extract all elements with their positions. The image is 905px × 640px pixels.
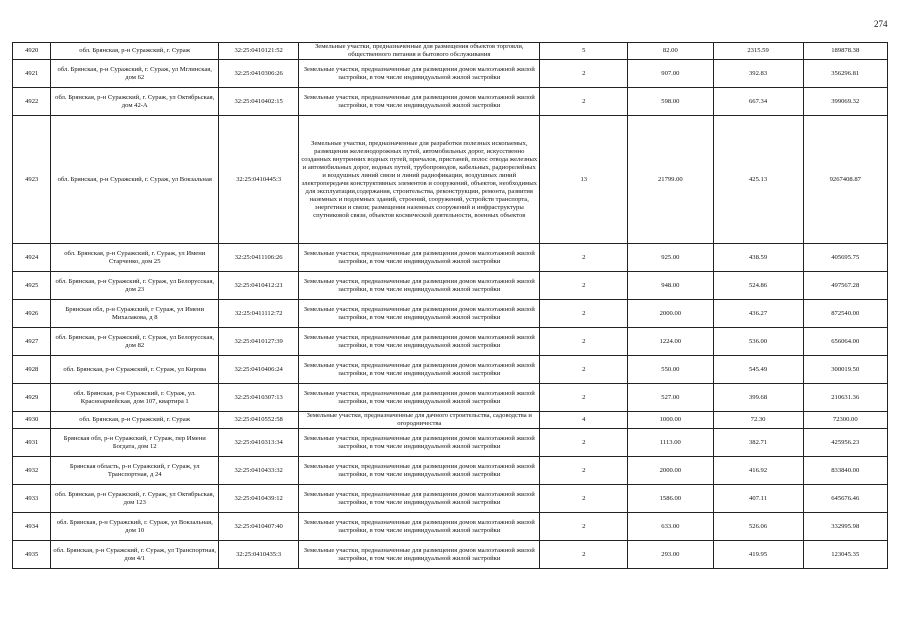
row-number: 4924	[13, 244, 51, 272]
cadastral-number-cell: 32:25:0410121:52	[219, 43, 299, 60]
cadastral-value-cell: 332995.98	[803, 513, 887, 541]
area-cell: 1586.00	[628, 485, 714, 513]
table-row	[13, 412, 888, 429]
cadastral-value-table	[12, 42, 888, 569]
cadastral-value-cell: 356296.81	[803, 60, 887, 88]
address-cell: обл. Брянская, р-н Суражский, г. Сураж	[51, 43, 219, 60]
table-row	[13, 88, 888, 116]
cadastral-number-cell: 32:25:0410433:32	[219, 457, 299, 485]
table-row	[13, 429, 888, 457]
specific-value-cell: 526.06	[713, 513, 803, 541]
cadastral-value-cell: 72300.00	[803, 412, 887, 429]
cadastral-number-cell: 32:25:0411106:26	[219, 244, 299, 272]
use-category-cell: 2	[540, 60, 628, 88]
address-cell: обл. Брянская, р-н Суражский, г. Сураж	[51, 412, 219, 429]
cadastral-value-cell: 497567.28	[803, 272, 887, 300]
use-category-cell: 4	[540, 412, 628, 429]
address-cell: обл. Брянская, р-н Суражский, г. Сураж, ул Имени Старченко, дом 25	[51, 244, 219, 272]
cadastral-value-cell: 123045.35	[803, 541, 887, 569]
specific-value-cell: 416.92	[713, 457, 803, 485]
address-cell: обл. Брянская, р-н Суражский, г. Сураж, ул Кирова	[51, 356, 219, 384]
permitted-use-cell: Земельные участки, предназначенные для размещения домов малоэтажной жилой застройки, в том числе индивидуальной жилой застройки	[299, 60, 540, 88]
row-number: 4928	[13, 356, 51, 384]
table-row	[13, 300, 888, 328]
cadastral-number-cell: 32:25:0410439:12	[219, 485, 299, 513]
use-category-cell: 2	[540, 356, 628, 384]
row-number: 4922	[13, 88, 51, 116]
table-row	[13, 272, 888, 300]
specific-value-cell: 392.83	[713, 60, 803, 88]
specific-value-cell: 438.59	[713, 244, 803, 272]
cadastral-number-cell: 32:25:0410307:13	[219, 384, 299, 412]
address-cell: обл. Брянская, р-н Суражский, г. Сураж, ул Транспортная, дом 4/1	[51, 541, 219, 569]
cadastral-number-cell: 32:25:0410127:39	[219, 328, 299, 356]
row-number: 4925	[13, 272, 51, 300]
specific-value-cell: 407.11	[713, 485, 803, 513]
table-row	[13, 116, 888, 244]
permitted-use-cell: Земельные участки, предназначенные для размещения домов малоэтажной жилой застройки, в том числе индивидуальной жилой застройки	[299, 300, 540, 328]
cadastral-value-cell: 645676.46	[803, 485, 887, 513]
area-cell: 527.00	[628, 384, 714, 412]
permitted-use-cell: Земельные участки, предназначенные для размещения домов малоэтажной жилой застройки, в том числе индивидуальной жилой застройки	[299, 244, 540, 272]
cadastral-number-cell: 32:25:0410552:58	[219, 412, 299, 429]
table-row	[13, 485, 888, 513]
address-cell: обл. Брянская, р-н Суражский, г. Сураж, ул Белорусская, дом 23	[51, 272, 219, 300]
table-row	[13, 244, 888, 272]
row-number: 4923	[13, 116, 51, 244]
cadastral-number-cell: 32:25:0410407:40	[219, 513, 299, 541]
permitted-use-cell: Земельные участки, предназначенные для размещения домов малоэтажной жилой застройки, в том числе индивидуальной жилой застройки	[299, 272, 540, 300]
use-category-cell: 2	[540, 300, 628, 328]
cadastral-number-cell: 32:25:0410406:24	[219, 356, 299, 384]
specific-value-cell: 419.95	[713, 541, 803, 569]
specific-value-cell: 425.13	[713, 116, 803, 244]
use-category-cell: 2	[540, 513, 628, 541]
address-cell: обл. Брянская, р-н Суражский, г. Сураж, ул Октябрьская, дом 123	[51, 485, 219, 513]
table-row	[13, 384, 888, 412]
use-category-cell: 5	[540, 43, 628, 60]
area-cell: 1224.00	[628, 328, 714, 356]
area-cell: 82.00	[628, 43, 714, 60]
specific-value-cell: 667.34	[713, 88, 803, 116]
address-cell: Брянская область, р-н Суражский, г Сураж, ул Транспортная, д 24	[51, 457, 219, 485]
use-category-cell: 2	[540, 328, 628, 356]
area-cell: 21799.00	[628, 116, 714, 244]
table-row	[13, 457, 888, 485]
area-cell: 925.00	[628, 244, 714, 272]
specific-value-cell: 382.71	[713, 429, 803, 457]
row-number: 4935	[13, 541, 51, 569]
area-cell: 907.00	[628, 60, 714, 88]
use-category-cell: 2	[540, 429, 628, 457]
permitted-use-cell: Земельные участки, предназначенные для размещения домов малоэтажной жилой застройки, в том числе индивидуальной жилой застройки	[299, 485, 540, 513]
row-number: 4930	[13, 412, 51, 429]
row-number: 4921	[13, 60, 51, 88]
use-category-cell: 2	[540, 457, 628, 485]
cadastral-number-cell: 32:25:0410445:3	[219, 116, 299, 244]
row-number: 4931	[13, 429, 51, 457]
area-cell: 598.00	[628, 88, 714, 116]
address-cell: Брянская обл, р-н Суражский, г Сураж, пер Имени Богдата, дом 12	[51, 429, 219, 457]
use-category-cell: 2	[540, 244, 628, 272]
permitted-use-cell: Земельные участки, предназначенные для размещения домов малоэтажной жилой застройки, в том числе индивидуальной жилой застройки	[299, 541, 540, 569]
permitted-use-cell: Земельные участки, предназначенные для разработки полезных ископаемых, размещения железнодорожных путей, автомобильных дорог, искусственно созданных внутренних водных путей, причалов, пристаней, полос отвода железных и автомобильных дорог, водных путей, трубопроводов, кабельных, радиорелейных и воздушных линий связи и линий радиофикации, воздушных линий электропередачи конструктивных элементов и сооружений, объектов, необходимых для эксплуатации,содержания, строительства, реконструкции, ремонта, развития наземных и подземных зданий, строений, сооружений, устройств транспорта, энергетики и связи; размещения наземных сооружений и инфраструктуры спутниковой связи, объектов космической деятельности, военных объектов	[299, 116, 540, 244]
permitted-use-cell: Земельные участки, предназначенные для дачного строительства, садоводства и огородничества	[299, 412, 540, 429]
address-cell: обл. Брянская, р-н Суражский, г. Сураж, ул Белорусская, дом 82	[51, 328, 219, 356]
specific-value-cell: 2315.59	[713, 43, 803, 60]
permitted-use-cell: Земельные участки, предназначенные для размещения домов малоэтажной жилой застройки, в том числе индивидуальной жилой застройки	[299, 88, 540, 116]
area-cell: 2000.00	[628, 300, 714, 328]
table-row	[13, 60, 888, 88]
table-row	[13, 356, 888, 384]
specific-value-cell: 524.86	[713, 272, 803, 300]
cadastral-number-cell: 32:25:0410306:26	[219, 60, 299, 88]
cadastral-value-cell: 300019.50	[803, 356, 887, 384]
area-cell: 293.00	[628, 541, 714, 569]
permitted-use-cell: Земельные участки, предназначенные для размещения домов малоэтажной жилой застройки, в том числе индивидуальной жилой застройки	[299, 384, 540, 412]
specific-value-cell: 545.49	[713, 356, 803, 384]
cadastral-value-cell: 405695.75	[803, 244, 887, 272]
use-category-cell: 2	[540, 384, 628, 412]
cadastral-value-cell: 656064.00	[803, 328, 887, 356]
area-cell: 2000.00	[628, 457, 714, 485]
area-cell: 1000.00	[628, 412, 714, 429]
table-row	[13, 541, 888, 569]
cadastral-number-cell: 32:25:0410313:34	[219, 429, 299, 457]
cadastral-value-cell: 833840.00	[803, 457, 887, 485]
address-cell: Брянская обл, р-н Суражский, г Сураж, ул Имени Михалакова, д 8	[51, 300, 219, 328]
address-cell: обл. Брянская, р-н Суражский, г. Сураж, ул Мглинская, дом 62	[51, 60, 219, 88]
use-category-cell: 2	[540, 541, 628, 569]
row-number: 4927	[13, 328, 51, 356]
cadastral-number-cell: 32:25:0410402:15	[219, 88, 299, 116]
cadastral-value-cell: 189878.38	[803, 43, 887, 60]
permitted-use-cell: Земельные участки, предназначенные для размещения объектов торговли, общественного питания и бытового обслуживания	[299, 43, 540, 60]
cadastral-value-cell: 399069.32	[803, 88, 887, 116]
area-cell: 550.00	[628, 356, 714, 384]
permitted-use-cell: Земельные участки, предназначенные для размещения домов малоэтажной жилой застройки, в том числе индивидуальной жилой застройки	[299, 429, 540, 457]
specific-value-cell: 436.27	[713, 300, 803, 328]
use-category-cell: 2	[540, 88, 628, 116]
cadastral-number-cell: 32:25:0410435:3	[219, 541, 299, 569]
permitted-use-cell: Земельные участки, предназначенные для размещения домов малоэтажной жилой застройки, в том числе индивидуальной жилой застройки	[299, 328, 540, 356]
cadastral-number-cell: 32:25:0411112:72	[219, 300, 299, 328]
use-category-cell: 2	[540, 485, 628, 513]
address-cell: обл. Брянская, р-н Суражский, г. Сураж, ул. Красноармейская, дом 107, квартира 1	[51, 384, 219, 412]
address-cell: обл. Брянская, р-н Суражский, г. Сураж, ул Октябрьская, дом 42-А	[51, 88, 219, 116]
row-number: 4934	[13, 513, 51, 541]
row-number: 4929	[13, 384, 51, 412]
cadastral-value-cell: 872540.00	[803, 300, 887, 328]
use-category-cell: 2	[540, 272, 628, 300]
row-number: 4932	[13, 457, 51, 485]
address-cell: обл. Брянская, р-н Суражский, г. Сураж, ул Вокзальная	[51, 116, 219, 244]
address-cell: обл. Брянская, р-н Суражский, г. Сураж, ул Вокзальная, дом 10	[51, 513, 219, 541]
row-number: 4933	[13, 485, 51, 513]
table-row	[13, 328, 888, 356]
area-cell: 633.00	[628, 513, 714, 541]
permitted-use-cell: Земельные участки, предназначенные для размещения домов малоэтажной жилой застройки, в том числе индивидуальной жилой застройки	[299, 457, 540, 485]
area-cell: 948.00	[628, 272, 714, 300]
specific-value-cell: 536.00	[713, 328, 803, 356]
table-row	[13, 513, 888, 541]
table-row	[13, 43, 888, 60]
row-number: 4926	[13, 300, 51, 328]
cadastral-value-cell: 210631.36	[803, 384, 887, 412]
cadastral-number-cell: 32:25:0410412:21	[219, 272, 299, 300]
specific-value-cell: 72.30	[713, 412, 803, 429]
row-number: 4920	[13, 43, 51, 60]
permitted-use-cell: Земельные участки, предназначенные для размещения домов малоэтажной жилой застройки, в том числе индивидуальной жилой застройки	[299, 513, 540, 541]
specific-value-cell: 399.68	[713, 384, 803, 412]
cadastral-value-cell: 425956.23	[803, 429, 887, 457]
page-number: 274	[874, 19, 888, 29]
use-category-cell: 13	[540, 116, 628, 244]
cadastral-value-cell: 9267408.87	[803, 116, 887, 244]
table-body	[13, 43, 888, 569]
permitted-use-cell: Земельные участки, предназначенные для размещения домов малоэтажной жилой застройки, в том числе индивидуальной жилой застройки	[299, 356, 540, 384]
area-cell: 1113.00	[628, 429, 714, 457]
